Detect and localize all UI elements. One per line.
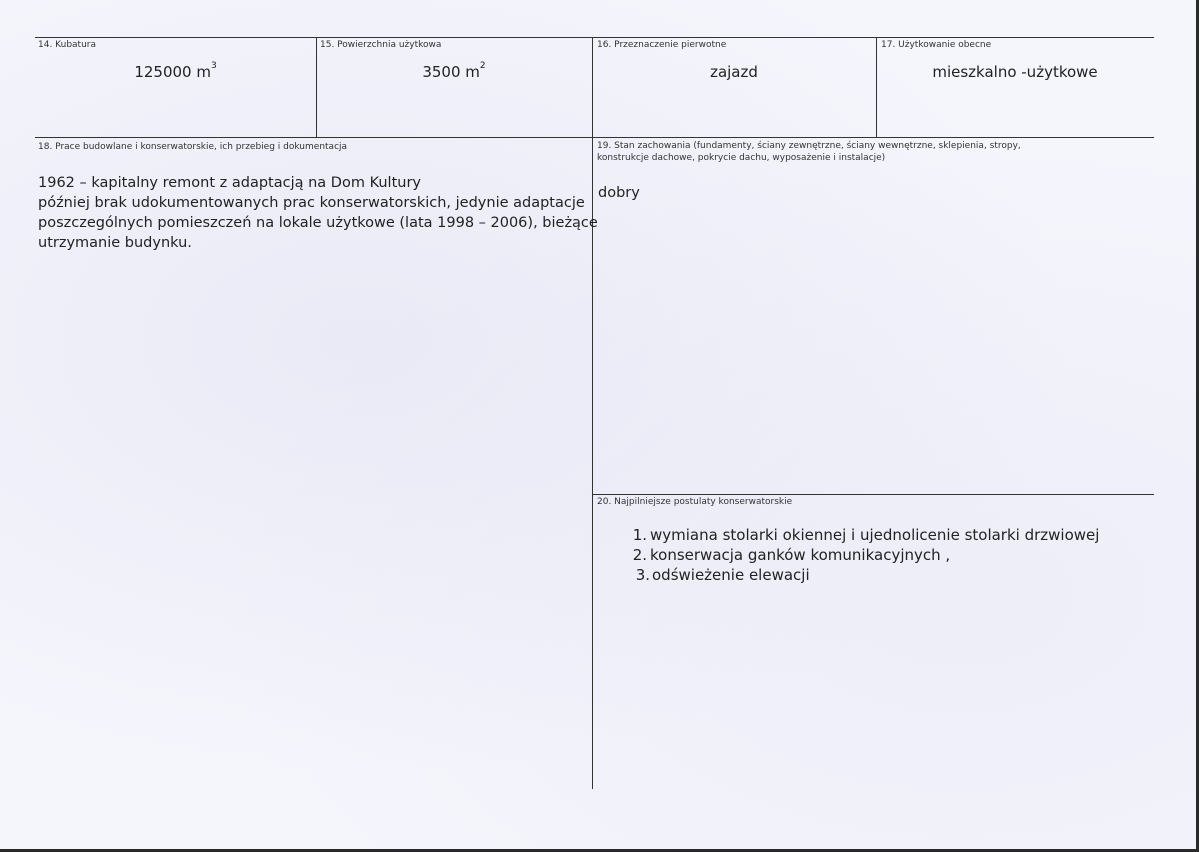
list-item [617,525,1099,545]
f16-label: 16. Przeznaczenie pierwotne [597,40,727,50]
f19-label-line1: 19. Stan zachowania (fundamenty, ściany zewnętrzne, ściany wewnętrzne, sklepienia, stropy, [597,141,1021,151]
f15-value-text: 3500 m [422,63,480,81]
list-item-number: 3. [635,566,650,584]
f17-label: 17. Użytkowanie obecne [881,40,992,50]
list-item-number: 1. [632,526,647,544]
list-item [617,545,1099,565]
f20-label: 20. Najpilniejsze postulaty konserwatorskie [597,497,793,507]
f18-line: 1962 – kapitalny remont z adaptacją na Dom Kultury [38,175,421,191]
top-border [35,37,1154,38]
list-item [620,565,1102,585]
f14-unit-sup: 3 [210,61,217,71]
f15-value [316,63,592,81]
f16-value: zajazd [710,63,758,81]
divider-14-15 [316,37,317,137]
f19-value: dobry [598,185,640,201]
row1-bottom-border [35,137,1154,138]
f18-line: utrzymanie budynku. [38,235,192,251]
f15-label: 15. Powierzchnia użytkowa [320,40,442,50]
f19-label-line2: konstrukcje dachowe, pokrycie dachu, wyposażenie i instalacje) [597,153,886,163]
f15-unit-sup: 2 [479,61,486,71]
divider-16-17 [876,37,877,137]
f20-top-border [592,494,1154,495]
list-item-text: konserwacja ganków komunikacyjnych , [650,546,951,564]
list-item-number: 2. [632,546,647,564]
f14-value-text: 125000 m [134,63,211,81]
f18-label: 18. Prace budowlane i konserwatorskie, ich przebieg i dokumentacja [38,142,348,152]
f14-label: 14. Kubatura [38,40,97,50]
f18-text [38,173,598,253]
divider-main [592,37,593,789]
list-item-text: wymiana stolarki okiennej i ujednolicenie stolarki drzwiowej [650,526,1100,544]
f18-line: poszczególnych pomieszczeń na lokale użytkowe (lata 1998 – 2006), bieżące [38,215,598,231]
f14-value [35,63,316,81]
f17-value: mieszkalno -użytkowe [932,63,1098,81]
f20-list [617,525,1099,585]
list-item-text: odświeżenie elewacji [652,566,810,584]
f18-line: później brak udokumentowanych prac konserwatorskich, jedynie adaptacje [38,195,585,211]
